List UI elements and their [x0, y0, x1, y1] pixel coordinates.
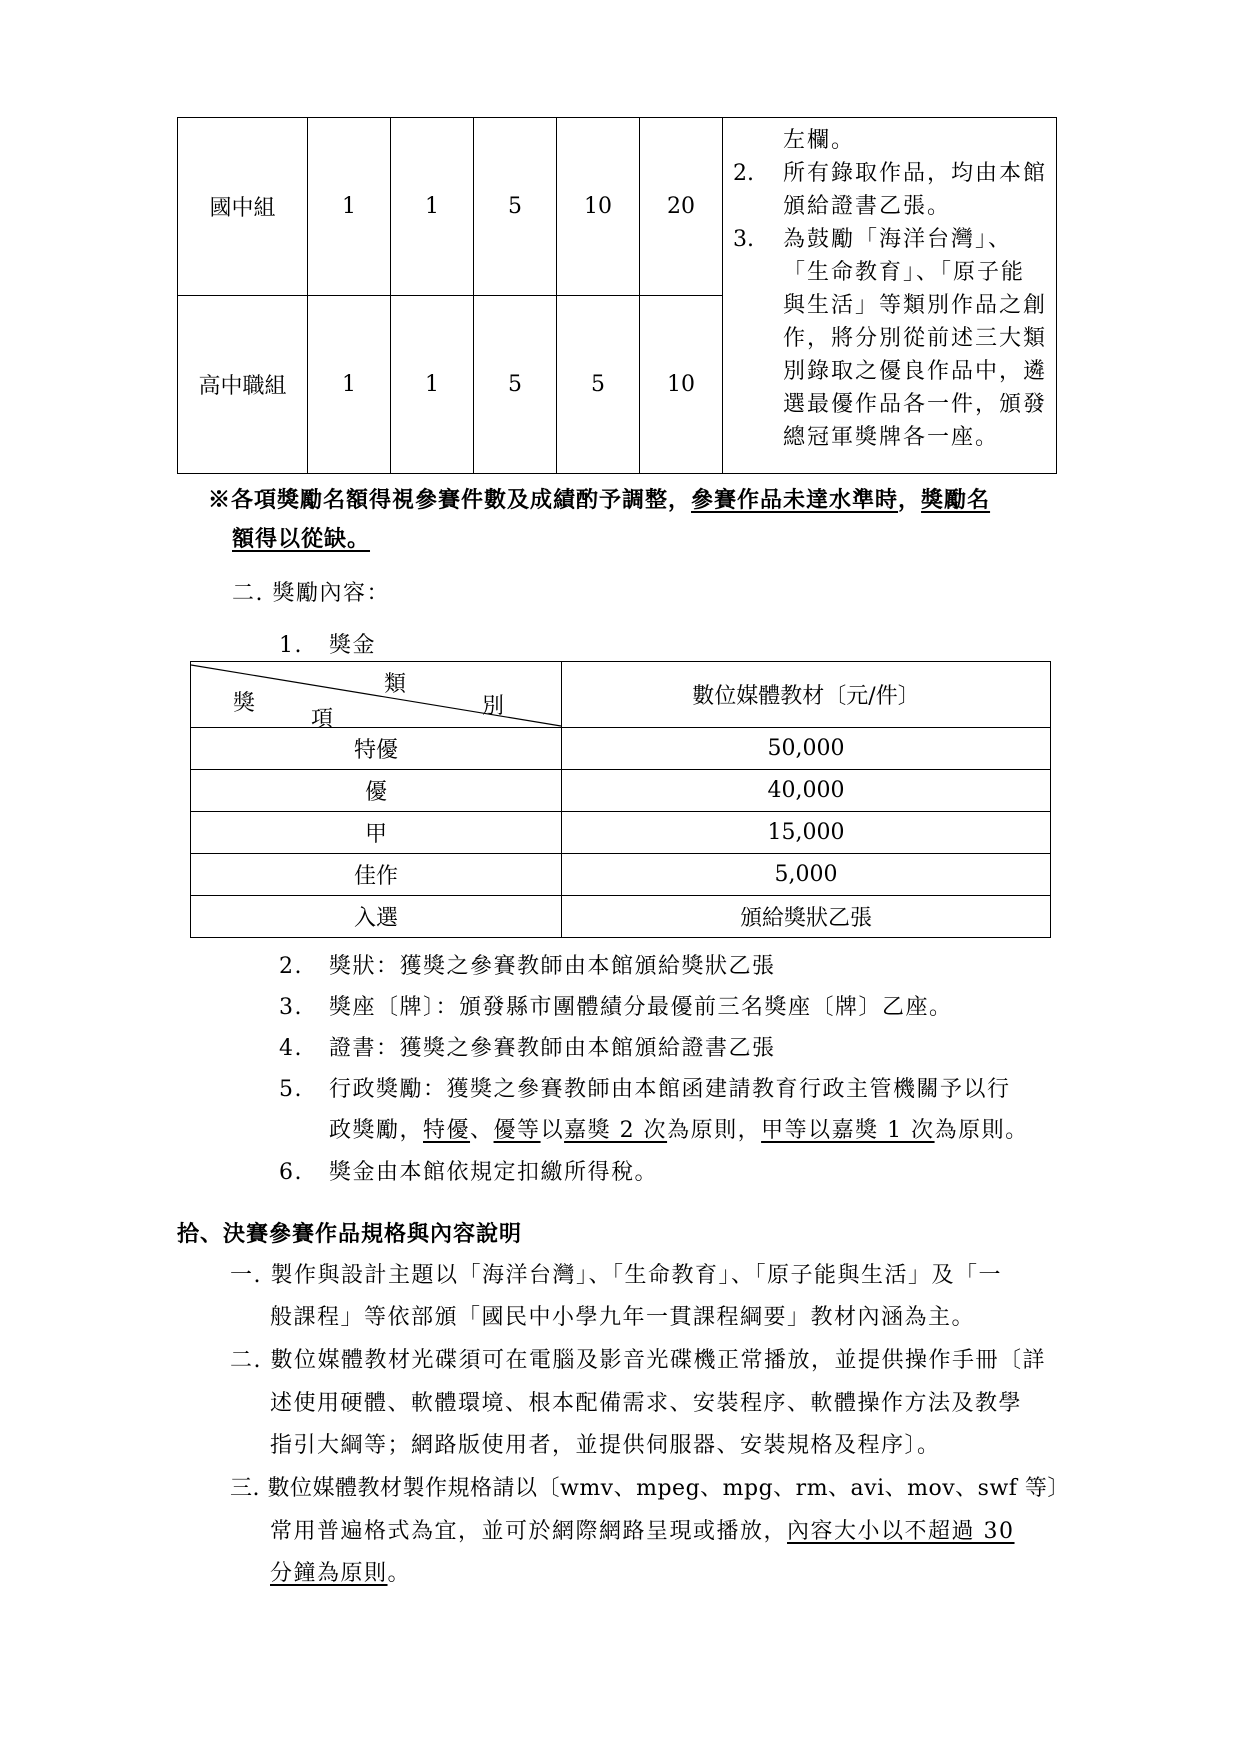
item-2: 2. 獎狀：獲獎之參賽教師由本館頒給獎狀乙張 — [279, 954, 776, 979]
count-cell: 5 — [557, 296, 640, 474]
count-cell: 5 — [474, 296, 557, 474]
group-cell: 國中組 — [178, 118, 308, 296]
count-cell: 1 — [391, 296, 474, 474]
award-value: 5,000 — [562, 854, 1051, 896]
para-2-line-1: 二. 數位媒體教材光碟須可在電腦及影音光碟機正常播放，並提供操作手冊〔詳 — [230, 1348, 1046, 1373]
award-name: 特優 — [191, 728, 562, 770]
note-item: 左欄。 — [783, 128, 856, 153]
item-5-cont: 政獎勵，特優、優等以嘉獎 2 次為原則，甲等以嘉獎 1 次為原則。 — [329, 1118, 1029, 1143]
prize-table — [190, 661, 1051, 938]
para-1-line-1: 一. 製作與設計主題以「海洋台灣」、「生命教育」、「原子能與生活」及「一 — [230, 1263, 1002, 1288]
section-title: 二. 獎勵內容： — [232, 581, 390, 606]
award-count-table — [177, 117, 1057, 474]
count-cell: 10 — [557, 118, 640, 296]
award-name: 入選 — [191, 896, 562, 938]
count-cell: 5 — [474, 118, 557, 296]
notice-line-1: ※各項獎勵名額得視參賽件數及成績酌予調整，參賽作品未達水準時，獎勵名 — [208, 487, 991, 513]
award-value: 頒給獎狀乙張 — [562, 896, 1051, 938]
para-3-line-3: 分鐘為原則。 — [270, 1561, 412, 1586]
count-cell: 20 — [640, 118, 723, 296]
column-header: 數位媒體教材〔元/件〕 — [562, 662, 1051, 728]
item-6: 6. 獎金由本館依規定扣繳所得稅。 — [279, 1160, 659, 1185]
diag-header-cell: 類 別 獎 項 — [191, 662, 562, 728]
item-1: 1. 獎金 — [279, 633, 377, 658]
notes-cell — [723, 118, 1057, 474]
para-2-line-2: 述使用硬體、軟體環境、根本配備需求、安裝程序、軟體操作方法及教學 — [270, 1391, 1023, 1416]
section-10-title: 拾、決賽參賽作品規格與內容說明 — [177, 1221, 523, 1247]
group-cell: 高中職組 — [178, 296, 308, 474]
para-2-line-3: 指引大綱等；網路版使用者，並提供伺服器、安裝規格及程序〕。 — [270, 1433, 941, 1458]
note-item: 3. 為鼓勵「海洋台灣」、「生命教育」、「原子能與生活」等類別作品之創作，將分別從前述三大類別錄取之優良作品中，遴選最優作品各一件，頒發總冠軍獎牌各一座。 — [733, 227, 1048, 450]
award-value: 50,000 — [562, 728, 1051, 770]
count-cell: 1 — [308, 118, 391, 296]
notice-line-2: 額得以從缺。 — [232, 526, 371, 552]
award-name: 甲 — [191, 812, 562, 854]
count-cell: 1 — [391, 118, 474, 296]
para-1-line-2: 般課程」等依部頒「國民中小學九年一貫課程綱要」教材內涵為主。 — [270, 1305, 976, 1330]
para-3-line-1: 三. 數位媒體教材製作規格請以〔wmv、mpeg、mpg、rm、avi、mov、swf 等〕 — [230, 1476, 1070, 1501]
count-cell: 10 — [640, 296, 723, 474]
para-3-line-2: 常用普遍格式為宜，並可於網際網路呈現或播放，內容大小以不超過 30 — [270, 1519, 1015, 1544]
note-item: 2. 所有錄取作品，均由本館頒給證書乙張。 — [733, 161, 1048, 219]
count-cell: 1 — [308, 296, 391, 474]
award-value: 15,000 — [562, 812, 1051, 854]
award-value: 40,000 — [562, 770, 1051, 812]
award-name: 優 — [191, 770, 562, 812]
item-3: 3. 獎座〔牌〕：頒發縣市團體績分最優前三名獎座〔牌〕乙座。 — [279, 995, 953, 1020]
award-name: 佳作 — [191, 854, 562, 896]
item-4: 4. 證書：獲獎之參賽教師由本館頒給證書乙張 — [279, 1036, 776, 1061]
item-5: 5. 行政獎勵：獲獎之參賽教師由本館函建請教育行政主管機關予以行 — [279, 1077, 1011, 1102]
